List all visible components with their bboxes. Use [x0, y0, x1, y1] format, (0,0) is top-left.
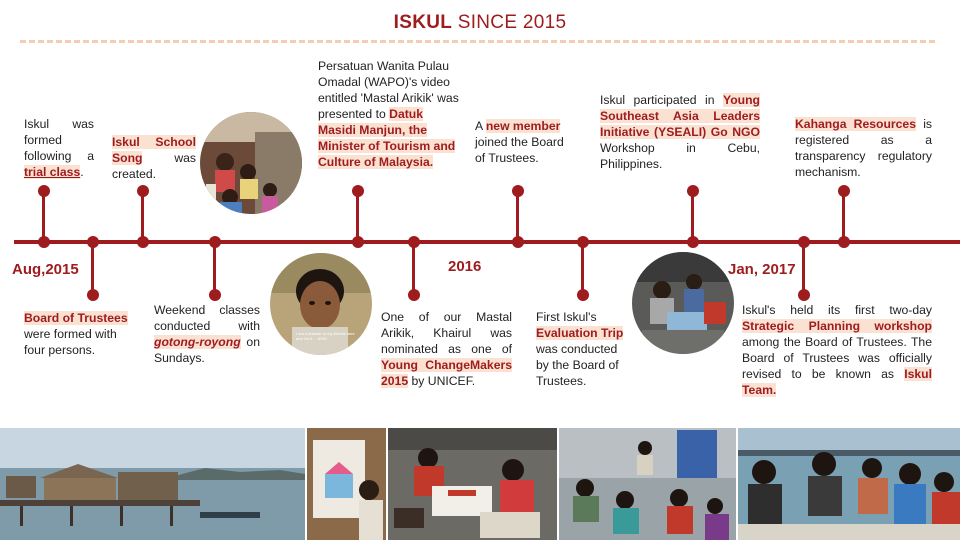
page-title: ISKUL SINCE 2015	[393, 12, 567, 33]
event-kahanga-resources: Kahanga Resources is registered as a transparency regulatory mechanism.	[795, 117, 932, 179]
timeline-axis	[14, 240, 960, 244]
stem	[691, 190, 694, 242]
stem	[842, 190, 845, 242]
stem	[516, 190, 519, 242]
stem	[91, 242, 94, 295]
classroom-kids-photo	[559, 428, 736, 540]
timeline-marker	[87, 236, 99, 248]
child-drawing-photo	[307, 428, 386, 540]
stem	[42, 190, 45, 242]
stem	[802, 242, 805, 295]
date-label-2016: 2016	[448, 258, 482, 275]
stilt-village-photo	[0, 428, 305, 540]
event-evaluation-trip: First Iskul's Evaluation Trip was conducted by the Board of Trustees.	[536, 310, 624, 388]
timeline-marker	[798, 236, 810, 248]
timeline-marker	[352, 185, 364, 197]
timeline-marker	[838, 236, 850, 248]
title-divider	[20, 40, 935, 43]
event-weekend-classes: Weekend classes conducted with gotong-royong on Sundays.	[154, 303, 260, 365]
event-new-member: A new member joined the Board of Trustees.	[475, 119, 564, 165]
event-strategic-planning: Iskul's held its first two-day Strategic Planning workshop among the Board of Trustees. The Board of Trustees was officially revised to be known as Iskul Team.	[742, 303, 932, 397]
stem	[141, 190, 144, 242]
timeline-marker	[577, 236, 589, 248]
stem	[581, 242, 584, 295]
timeline-marker	[352, 236, 364, 248]
timeline-marker	[798, 289, 810, 301]
classroom-photo	[200, 112, 302, 214]
stem	[412, 242, 415, 295]
timeline-marker	[209, 289, 221, 301]
timeline-marker	[38, 185, 50, 197]
workshop-photo	[632, 252, 734, 354]
timeline-marker	[838, 185, 850, 197]
timeline-marker	[38, 236, 50, 248]
date-label-aug-2015: Aug,2015	[12, 261, 79, 278]
timeline-marker	[687, 185, 699, 197]
event-board-of-trustees: Board of Trustees were formed with four persons.	[24, 311, 128, 357]
group-kids-photo	[738, 428, 960, 540]
kids-drawing-photo	[388, 428, 557, 540]
event-yseali: Iskul participated in Young Southeast Asia Leaders Initiative (YSEALI) Go NGO Workshop in Cebu, Philippines.	[600, 93, 760, 171]
timeline-marker	[577, 289, 589, 301]
event-wapo-video: Persatuan Wanita Pulau Omadal (WAPO)'s video entitled 'Mastal Arikik' was presented to Datuk Masidi Manjun, the Minister of Tourism and Culture of Malaysia.	[318, 59, 459, 169]
timeline-marker	[408, 236, 420, 248]
timeline-marker	[137, 185, 149, 197]
timeline-marker	[87, 289, 99, 301]
event-young-changemakers: One of our Mastal Arikik, Khairul was nominated as one of Young ChangeMakers 2015 by UNICEF.	[381, 310, 512, 388]
timeline-marker	[209, 236, 221, 248]
video-caption: I am a teacher to my friends here and I'm fr… ATIM	[296, 331, 355, 341]
stem	[213, 242, 216, 295]
timeline-marker	[687, 236, 699, 248]
timeline-marker	[408, 289, 420, 301]
event-school-song: Iskul School Song was created.	[112, 135, 196, 181]
timeline-marker	[512, 236, 524, 248]
stem	[356, 190, 359, 242]
boy-portrait-photo	[270, 253, 372, 355]
date-label-jan-2017: Jan, 2017	[728, 261, 796, 278]
event-iskul-formed: Iskul was formed following a trial class.	[24, 117, 94, 179]
timeline-marker	[137, 236, 149, 248]
timeline-marker	[512, 185, 524, 197]
